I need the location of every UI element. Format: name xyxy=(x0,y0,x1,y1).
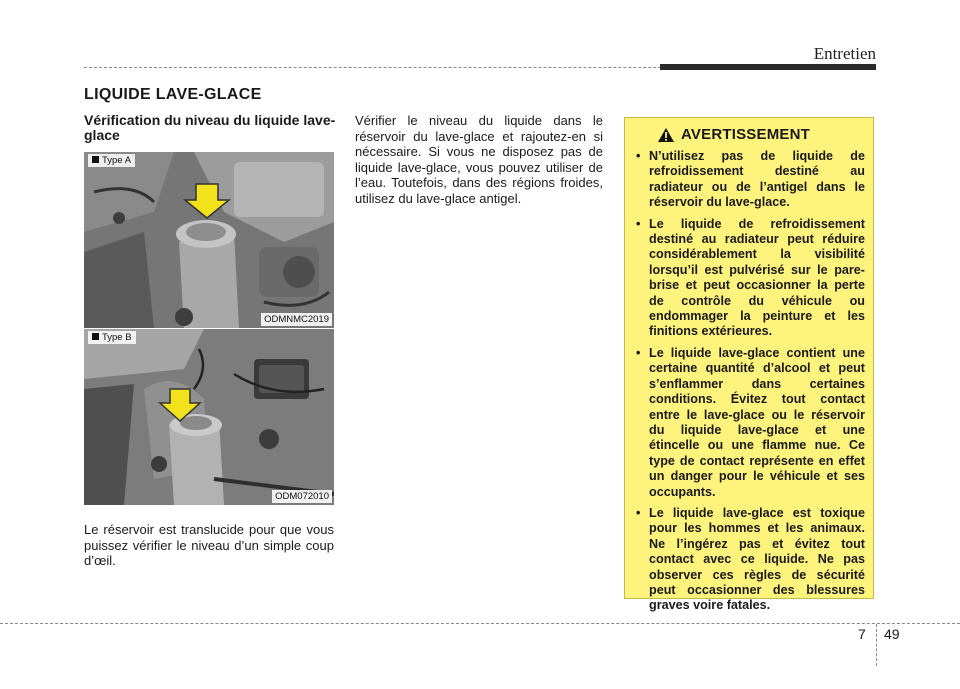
header-accent-bar xyxy=(660,64,876,70)
check-level-instructions: Vérifier le niveau du liquide dans le réservoir du lave-glace et rajoutez-en si nécessaire. Si vous ne disposez pas de liquide lave-glace, vous pouvez utiliser de l’eau. Toutefois, dans des régions froides, utilisez du lave-glace antigel. xyxy=(355,113,603,206)
figure-label-type-a: Type A xyxy=(88,154,135,167)
subsection-title: Vérification du niveau du liquide lave-glace xyxy=(84,112,336,143)
figure-type-b xyxy=(84,329,334,505)
warning-triangle-icon xyxy=(657,127,675,143)
warning-box xyxy=(624,117,874,613)
engine-bay-illustration-a xyxy=(84,152,334,328)
warning-item: • Le liquide lave-glace contient une certaine quantité d’alcool et peut s’enflammer dans certaines conditions. Évitez tout contact entre le lave-glace ou le réservoir du liquide lave-glace et une étincelle ou une flamme nue. Ce type de contact représente en effet un danger pour le véhicule et ses occupants. xyxy=(636,345,865,499)
footer-page-separator xyxy=(876,624,877,666)
chapter-number: 7 xyxy=(858,626,866,642)
warning-item: • N’utilisez pas de liquide de refroidissement destiné au radiateur ou de l’antigel dans le réservoir du lave-glace. xyxy=(636,149,865,210)
warning-item: • Le liquide lave-glace est toxique pour les hommes et les animaux. Ne l’ingérez pas et évitez tout contact avec ce liquide. Ne pas observer ces règles de sécurité peut occasionner des blessures graves voire fatales. xyxy=(636,505,865,613)
warning-header xyxy=(657,126,865,143)
figure-code-b: ODM072010 xyxy=(272,490,332,503)
figure-label-type-b: Type B xyxy=(88,331,136,344)
section-title: LIQUIDE LAVE-GLACE xyxy=(84,86,262,103)
warning-item: • Le liquide de refroidissement destiné au radiateur peut réduire considérablement la visibilité lorsqu’il est pulvérisé sur le pare-brise et peut occasionner la perte de contrôle du véhicule ou endommager la peinture et les finitions extérieures. xyxy=(636,216,865,339)
engine-bay-illustration-b xyxy=(84,329,334,505)
chapter-title: Entretien xyxy=(813,44,876,63)
figure-type-a xyxy=(84,152,334,328)
footer-divider xyxy=(0,623,960,624)
reservoir-description: Le réservoir est translucide pour que vous puissez vérifier le niveau d’un simple coup d’œil. xyxy=(84,522,334,569)
page-number: 49 xyxy=(884,626,900,642)
warning-title: AVERTISSEMENT xyxy=(681,126,811,143)
warning-list xyxy=(633,149,865,614)
figure-code-a: ODMNMC2019 xyxy=(261,313,332,326)
